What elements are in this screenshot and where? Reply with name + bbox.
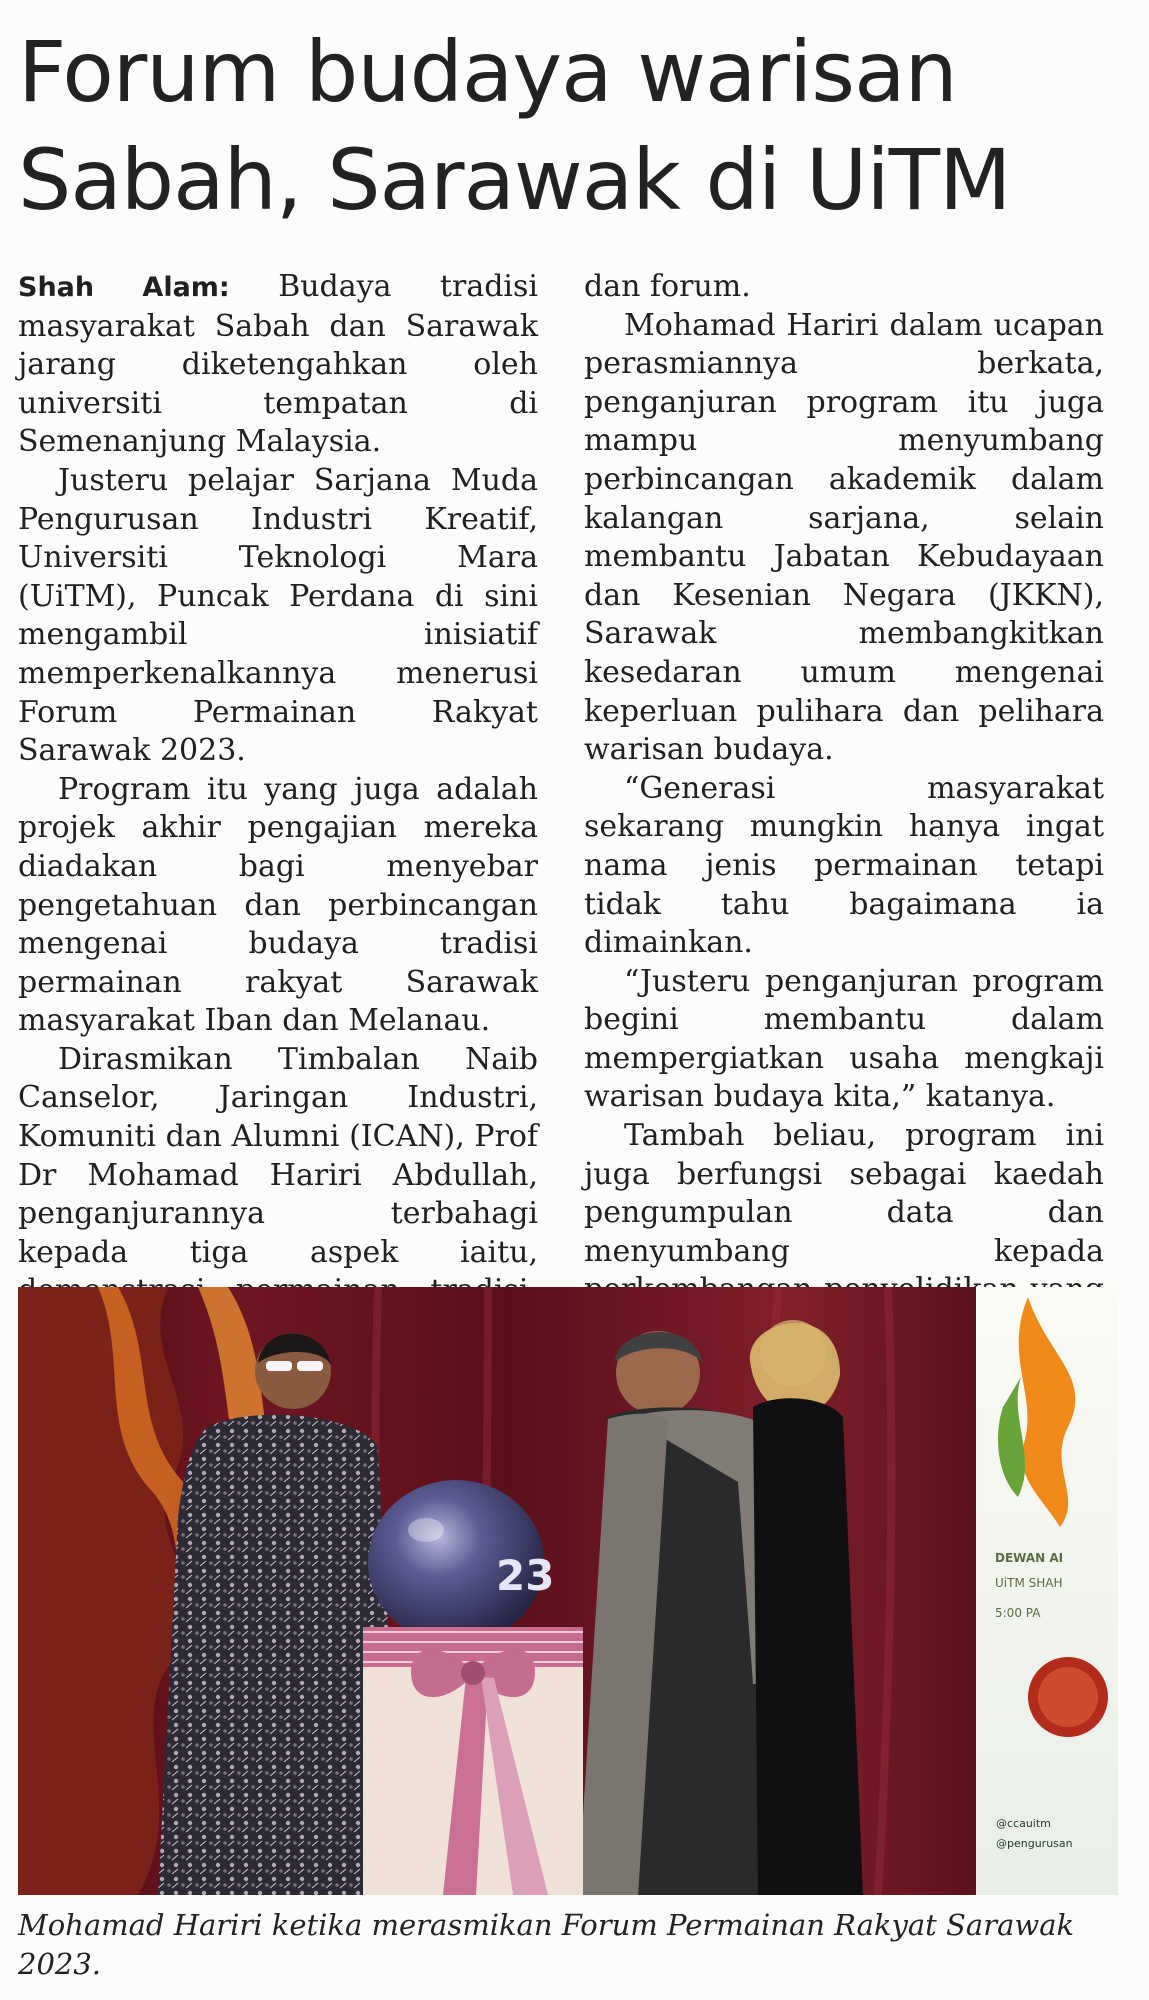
photo-illustration	[18, 1287, 1118, 1895]
paragraph: Mohamad Hariri dalam ucapan perasmiannya berkata, penganjuran program itu juga mampu menyumbang perbincangan akademik dalam kalangan sarjana, selain membantu Jabatan Kebudayaan dan Kesenian Negara (JKKN), Sarawak membangkitkan kesedaran umum mengenai keperluan pulihara dan pelihara warisan budaya.	[584, 307, 1104, 768]
banner-standee	[976, 1287, 1118, 1895]
banner-handle: @pengurusan	[996, 1837, 1073, 1850]
article-column-left	[18, 268, 538, 1350]
paragraph: Justeru pelajar Sarjana Muda Pengurusan Industri Kreatif, Universiti Teknologi Mara (UiTM), Puncak Perdana di sini mengambil inisiatif memperkenalkannya menerusi Forum Permainan Rakyat Sarawak 2023.	[18, 462, 538, 769]
paragraph: Dirasmikan Timbalan Naib Canselor, Jaringan Industri, Komuniti dan Alumni (ICAN), Prof Dr Mohamad Hariri Abdullah, penganjurannya terbahagi kepada tiga aspek iaitu,	[18, 1041, 538, 1270]
article-column-right	[584, 268, 1104, 1387]
banner-text-location: UiTM SHAH	[995, 1576, 1063, 1590]
photo-caption: Mohamad Hariri ketika merasmikan Forum Permainan Rakyat Sarawak 2023.	[18, 1908, 1075, 1981]
banner-text-time: 5:00 PA	[995, 1606, 1041, 1620]
paragraph-text: Budaya tradisi masyarakat Sabah dan Sarawak jarang diketengahkan oleh universiti tempatan di Semenanjung Malaysia.	[18, 269, 538, 460]
paragraph: “Generasi masyarakat sekarang mungkin hanya ingat nama jenis permainan tetapi tidak tahu bagaimana ia dimainkan.	[584, 770, 1104, 961]
paragraph: Program itu yang juga adalah projek akhir pengajian mereka diadakan bagi menyebar pengetahuan dan perbincangan mengenai budaya tradisi permainan rakyat Sarawak masyarakat Iban dan Melanau.	[18, 771, 538, 1039]
banner-handle: @ccauitm	[996, 1817, 1051, 1830]
headline: Forum budaya warisan Sabah, Sarawak di UiTM	[18, 23, 1011, 229]
banner-text-venue: DEWAN AI	[995, 1551, 1064, 1565]
gimmick-podium	[363, 1627, 583, 1895]
dateline: Shah Alam:	[18, 272, 230, 303]
paragraph: Tambah beliau, program ini juga berfungsi sebagai kaedah pengumpulan data dan menyumbang kepada	[584, 1118, 1104, 1269]
paragraph	[18, 268, 538, 462]
paragraph: “Justeru penganjuran program begini membantu dalam mempergiatkan usaha mengkaji warisan budaya kita,” katanya.	[584, 963, 1104, 1115]
paragraph: dan forum.	[584, 269, 751, 304]
news-photo	[18, 1287, 1118, 1895]
globe-number: 23	[496, 1551, 555, 1600]
